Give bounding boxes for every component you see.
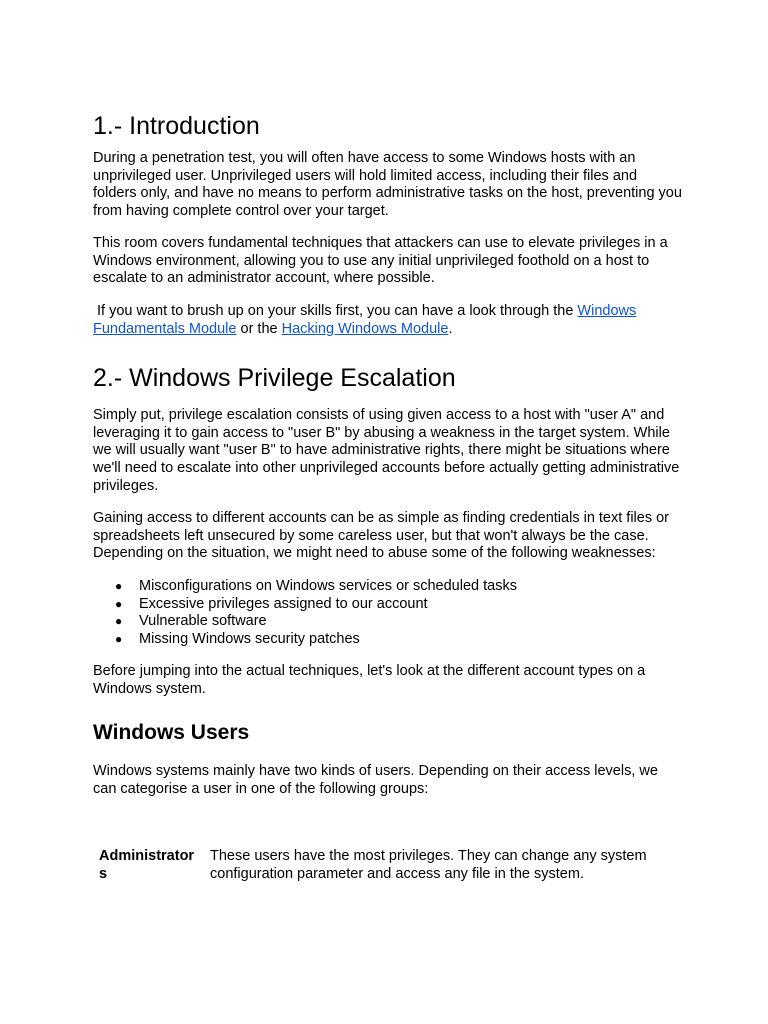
bullet-icon: ● [115,579,123,593]
bullet-icon: ● [115,632,123,647]
list-item-text: Excessive privileges assigned to our account [139,595,428,612]
list-item-text: Vulnerable software [139,613,267,630]
list-item [93,631,683,649]
privesc-heading: 2.- Windows Privilege Escalation [93,364,456,392]
intro-heading: 1.- Introduction [93,112,260,140]
intro-paragraph-3 [93,303,683,338]
list-item-text: Misconfigurations on Windows services or scheduled tasks [139,578,517,594]
intro-paragraph-3-text: If you want to brush up on your skills first, you can have a look through the [93,303,578,319]
list-item [93,596,683,614]
list-item [93,578,683,596]
bullet-icon: ● [115,596,123,611]
role-cell: Administrators [99,848,195,882]
intro-paragraph-2: This room covers fundamental techniques that attackers can use to elevate privileges in a Windows environment, allowing you to use any initial unprivileged foothold on a host to escalate to an administrator account, where possible. [93,235,668,287]
weaknesses-list [93,578,683,649]
hacking-windows-link[interactable]: Hacking Windows Module [281,320,449,337]
intro-paragraph-3-end: . [448,320,453,337]
windows-users-heading: Windows Users [93,721,250,744]
privesc-paragraph-3: Before jumping into the actual techniques, let's look at the different account types on a Windows system. [93,663,646,697]
intro-paragraph-3-middle: or the [236,320,282,337]
list-item [93,613,683,631]
bullet-icon: ● [115,614,123,629]
users-paragraph: Windows systems mainly have two kinds of users. Depending on their access levels, we can categorise a user in one of the following groups: [93,763,658,797]
privesc-paragraph-1: Simply put, privilege escalation consists of using given access to a host with "user A" and leveraging it to gain access to "user B" by abusing a weakness in the target system. While we will usually want "user B" to have administrative rights, there might be situations where we'll need to escalate into other unprivileged accounts before actually getting administrative privileges. [93,407,680,494]
windows-fundamentals-link[interactable]: Windows Fundamentals Module [93,303,637,337]
description-cell: These users have the most privileges. They can change any system configuration parameter and access any file in the system. [210,848,647,882]
list-item-text: Missing Windows security patches [139,631,360,648]
privesc-paragraph-2: Gaining access to different accounts can be as simple as finding credentials in text files or spreadsheets left unsecured by some careless user, but that won't always be the case. Depending on the situation, we might need to abuse some of the following weaknesses: [93,510,670,562]
intro-paragraph-1: During a penetration test, you will often have access to some Windows hosts with an unprivileged user. Unprivileged users will hold limited access, including their files and folders only, and have no means to perform administrative tasks on the host, preventing you from having complete control over your target. [93,150,682,220]
